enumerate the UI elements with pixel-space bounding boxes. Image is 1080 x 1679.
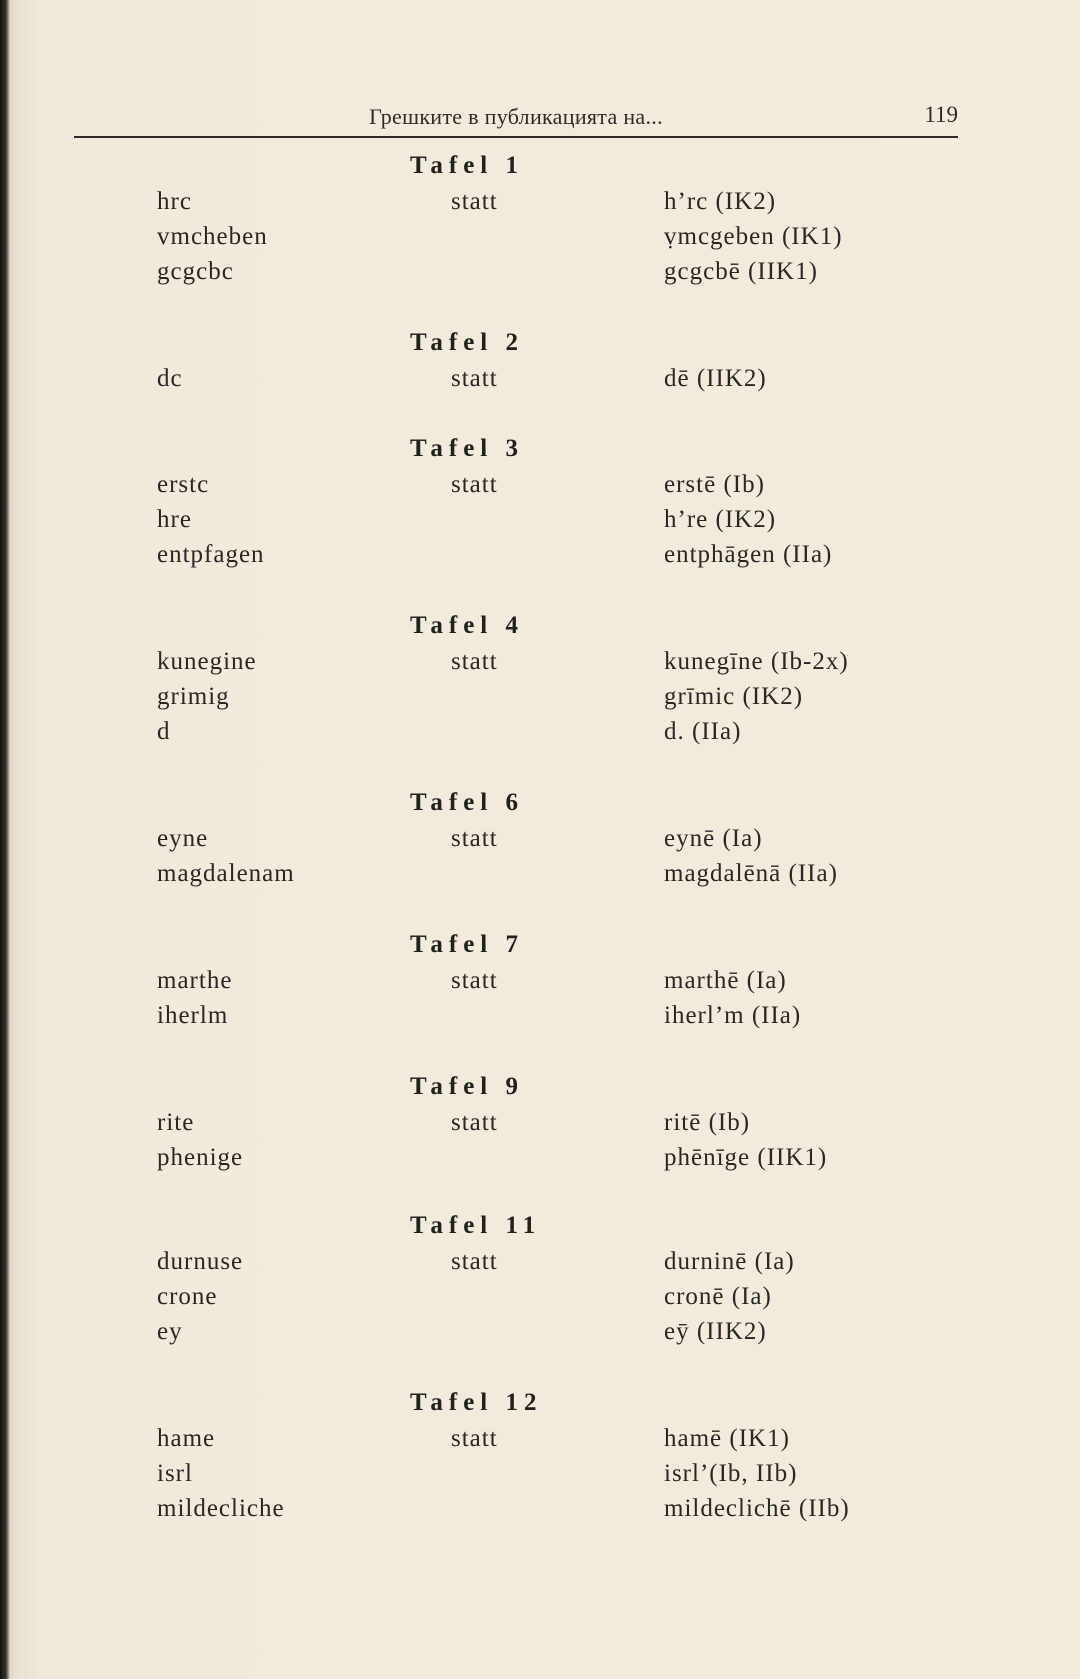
- errata-row: [0, 188, 1080, 223]
- errata-row: [0, 471, 1080, 506]
- errata-row: [0, 541, 1080, 576]
- errata-row: [0, 860, 1080, 895]
- header-rule: [74, 136, 958, 138]
- erroneous-form: crone: [157, 1283, 218, 1310]
- correct-form: h’rc (IK2): [664, 188, 777, 215]
- errata-row: [0, 365, 1080, 400]
- erroneous-form: grimig: [157, 683, 230, 710]
- errata-row: [0, 683, 1080, 718]
- statt-label: statt: [451, 967, 498, 994]
- tafel-heading: Tafel 1: [410, 152, 524, 179]
- tafel-heading: Tafel 9: [410, 1073, 524, 1100]
- correct-form: marthē (Ia): [664, 967, 787, 994]
- correct-form: mildeclichē (IIb): [664, 1495, 850, 1522]
- tafel-heading: Tafel 3: [410, 435, 524, 462]
- errata-row: [0, 1460, 1080, 1495]
- erroneous-form: magdalenam: [157, 860, 295, 887]
- erroneous-form: d: [157, 718, 171, 745]
- correct-form: grīmic (IK2): [664, 683, 804, 710]
- statt-label: statt: [451, 825, 498, 852]
- correct-form: eynē (Ia): [664, 825, 763, 852]
- erroneous-form: erstc: [157, 471, 210, 498]
- correct-form: durninē (Ia): [664, 1248, 795, 1275]
- erroneous-form: hrc: [157, 188, 192, 215]
- erroneous-form: mildecliche: [157, 1495, 285, 1522]
- correct-form: h’re (IK2): [664, 506, 777, 533]
- errata-row: [0, 1318, 1080, 1353]
- correct-form: hamē (IK1): [664, 1425, 790, 1452]
- errata-row: [0, 1495, 1080, 1530]
- correct-form: entphāgen (IIa): [664, 541, 833, 568]
- tafel-heading: Tafel 12: [410, 1389, 543, 1416]
- errata-row: [0, 1283, 1080, 1318]
- erroneous-form: phenige: [157, 1144, 244, 1171]
- errata-row: [0, 825, 1080, 860]
- erroneous-form: rite: [157, 1109, 195, 1136]
- statt-label: statt: [451, 188, 498, 215]
- errata-row: [0, 506, 1080, 541]
- erroneous-form: marthe: [157, 967, 233, 994]
- running-head: [74, 98, 958, 138]
- erroneous-form: vmcheben: [157, 223, 268, 250]
- erroneous-form: dc: [157, 365, 183, 392]
- statt-label: statt: [451, 1248, 498, 1275]
- correct-form: gcgcbē (IIK1): [664, 258, 818, 285]
- tafel-heading: Tafel 6: [410, 789, 524, 816]
- erroneous-form: durnuse: [157, 1248, 244, 1275]
- erroneous-form: entpfagen: [157, 541, 265, 568]
- erroneous-form: eyne: [157, 825, 209, 852]
- errata-row: [0, 1144, 1080, 1179]
- statt-label: statt: [451, 471, 498, 498]
- tafel-heading: Tafel 11: [410, 1212, 542, 1239]
- statt-label: statt: [451, 1109, 498, 1136]
- statt-label: statt: [451, 648, 498, 675]
- statt-label: statt: [451, 365, 498, 392]
- statt-label: statt: [451, 1425, 498, 1452]
- errata-row: [0, 1002, 1080, 1037]
- erroneous-form: isrl: [157, 1460, 193, 1487]
- errata-row: [0, 1425, 1080, 1460]
- correct-form: ritē (Ib): [664, 1109, 751, 1136]
- erroneous-form: kunegine: [157, 648, 257, 675]
- tafel-heading: Tafel 7: [410, 931, 524, 958]
- errata-row: [0, 967, 1080, 1002]
- errata-row: [0, 1109, 1080, 1144]
- correct-form: erstē (Ib): [664, 471, 765, 498]
- errata-row: [0, 718, 1080, 753]
- correct-form: cronē (Ia): [664, 1283, 772, 1310]
- correct-form: isrl’(Ib, IIb): [664, 1460, 798, 1487]
- tafel-heading: Tafel 4: [410, 612, 524, 639]
- erroneous-form: ey: [157, 1318, 183, 1345]
- erroneous-form: iherlm: [157, 1002, 229, 1029]
- correct-form: magdalēnā (IIa): [664, 860, 838, 887]
- tafel-heading: Tafel 2: [410, 329, 524, 356]
- errata-row: [0, 1248, 1080, 1283]
- correct-form: eȳ (IIK2): [664, 1318, 767, 1345]
- correct-form: dē (IIK2): [664, 365, 767, 392]
- errata-row: [0, 648, 1080, 683]
- erroneous-form: hame: [157, 1425, 216, 1452]
- correct-form: phēnīge (IIK1): [664, 1144, 828, 1171]
- errata-row: [0, 258, 1080, 293]
- correct-form: kunegīne (Ib-2x): [664, 648, 849, 675]
- errata-row: [0, 223, 1080, 258]
- correct-form: iherl’m (IIa): [664, 1002, 802, 1029]
- correct-form: ṿmcgeben (IK1): [664, 223, 843, 250]
- correct-form: d. (IIa): [664, 718, 742, 745]
- running-title: Грешките в публикацията на...: [369, 104, 663, 129]
- erroneous-form: hre: [157, 506, 192, 533]
- page-number: 119: [924, 102, 958, 127]
- erroneous-form: gcgcbc: [157, 258, 234, 285]
